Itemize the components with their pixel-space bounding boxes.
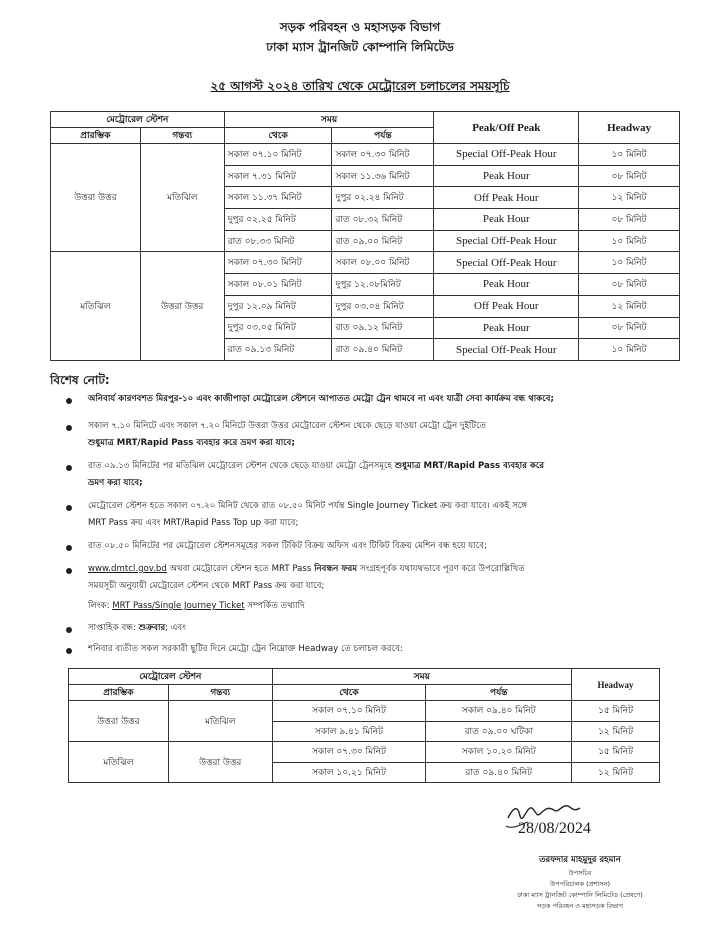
headway-cell: ১০ মিনিট: [579, 230, 680, 252]
origin-header: প্রারম্ভিক: [51, 128, 141, 144]
from-header: থেকে: [272, 685, 426, 701]
note-night-trains: [88, 458, 680, 492]
bullet-icon: [66, 398, 72, 404]
origin-cell: উত্তরা উত্তর: [51, 144, 141, 252]
from-cell: সকাল ০৭.১০ মিনিট: [224, 144, 332, 166]
to-header: পর্যন্ত: [332, 128, 434, 144]
headway-cell: ০৮ মিনিট: [579, 209, 680, 231]
note-line: MRT Pass ক্রয় এবং MRT/Rapid Pass Top up করা যাবে;: [88, 518, 299, 528]
headway-cell: ১২ মিনিট: [572, 762, 660, 783]
link-suffix: সম্পর্কিত তথ্যাদি: [244, 601, 305, 611]
signatory-name: তরফদার মাহমুদুর রহমান: [539, 855, 621, 865]
note-weekly-off: [88, 620, 680, 637]
from-cell: রাত ০৯.১৩ মিনিট: [224, 339, 332, 361]
to-cell: দুপুর ১২.০৮মিনিট: [332, 274, 434, 296]
note-text-bold: নিবন্ধন ফরম: [314, 564, 358, 574]
signatory-organization: ঢাকা ম্যাস ট্রানজিট কোম্পানি লিমিটেড (প্রেষণে): [517, 891, 643, 899]
bullet-icon: [66, 568, 72, 574]
peak-cell: Peak Hour: [434, 209, 579, 231]
note-text: সাপ্তাহিক বন্ধ:: [88, 623, 139, 633]
peak-cell: Special Off-Peak Hour: [434, 144, 579, 166]
note-line-bold: শুধুমাত্র MRT/Rapid Pass ব্যবহার করে ভ্রমণ করা যাবে;: [88, 438, 295, 448]
destination-cell: মতিঝিল: [140, 144, 224, 252]
headway-cell: ১৫ মিনিট: [572, 742, 660, 763]
from-cell: সকাল ০৭.১০ মিনিট: [272, 701, 426, 722]
note-holiday-headway: শনিবার ব্যতীত সকল সরকারী ছুটির দিনে মেট্রো ট্রেন নিম্নোক্ত Headway তে চলাচল করবে:: [88, 644, 403, 654]
peak-cell: Off Peak Hour: [434, 187, 579, 209]
table-row: [69, 701, 660, 722]
to-cell: রাত ০৮.৩২ মিনিট: [332, 209, 434, 231]
to-cell: দুপুর ০২.২৪ মিনিট: [332, 187, 434, 209]
station-header: মেট্রোরেল স্টেশন: [69, 669, 273, 685]
origin-header: প্রারম্ভিক: [69, 685, 169, 701]
peak-cell: Peak Hour: [434, 274, 579, 296]
signature-date: 28/08/2024: [518, 820, 591, 837]
to-cell: রাত ০৯.০০ ঘটিকা: [426, 721, 572, 742]
note-text: ; এবং: [165, 623, 186, 633]
dmtcl-website-link[interactable]: www.dmtcl.gov.bd: [88, 564, 167, 574]
from-cell: দুপুর ১২.০৯ মিনিট: [224, 295, 332, 317]
peak-cell: Peak Hour: [434, 165, 579, 187]
headway-cell: ০৮ মিনিট: [579, 165, 680, 187]
special-notes-title: বিশেষ নোট:: [50, 373, 110, 387]
destination-header: গন্তব্য: [168, 685, 272, 701]
headway-cell: ০৮ মিনিট: [579, 317, 680, 339]
station-header: মেট্রোরেল স্টেশন: [51, 112, 225, 128]
mrt-pass-info-link[interactable]: MRT Pass/Single Journey Ticket: [112, 601, 245, 611]
from-cell: সকাল ০৭.৩০ মিনিট: [272, 742, 426, 763]
note-line-bold: ভ্রমণ করা যাবে;: [88, 478, 143, 488]
headway-header: Headway: [579, 112, 680, 144]
from-header: থেকে: [224, 128, 332, 144]
from-cell: দুপুর ০২.২৫ মিনিট: [224, 209, 332, 231]
headway-cell: ১২ মিনিট: [579, 295, 680, 317]
from-cell: দুপুর ০৩.০৫ মিনিট: [224, 317, 332, 339]
peak-cell: Peak Hour: [434, 317, 579, 339]
to-cell: সকাল ১১.৩৬ মিনিট: [332, 165, 434, 187]
destination-cell: উত্তরা উত্তর: [140, 252, 224, 360]
to-cell: রাত ০৯.৪০ মিনিট: [426, 762, 572, 783]
note-text: রাত ০৯.১৩ মিনিটের পর মতিঝিল মেট্রোরেল স্টেশন থেকে ছেড়ে যাওয়া মেট্রো ট্রেনসমূহে: [88, 461, 393, 471]
to-cell: সকাল ০৮.০০ মিনিট: [332, 252, 434, 274]
table-row: [51, 252, 680, 274]
from-cell: সকাল ০৭.৩০ মিনিট: [224, 252, 332, 274]
signatory-position: উপপরিচালক (প্রশাসন): [549, 880, 610, 888]
link-prefix: লিংক:: [88, 601, 113, 611]
to-cell: সকাল ০৯.৪০ মিনিট: [426, 701, 572, 722]
bullet-icon: [66, 648, 72, 654]
to-cell: রাত ০৯.১২ মিনিট: [332, 317, 434, 339]
to-cell: দুপুর ০৩.০৪ মিনিট: [332, 295, 434, 317]
signatory-title: উপসচিব: [568, 869, 592, 877]
note-line: সময়সূচী অনুযায়ী মেট্রোরেল স্টেশন থেকে MRT Pass ক্রয় করা যাবে;: [88, 581, 325, 591]
note-text: সংগ্রহপূর্বক যথাযথভাবে পূরণ করে উপরোল্লিখিত: [357, 564, 525, 574]
table-row: [51, 144, 680, 166]
note-link-row: [88, 598, 680, 615]
origin-cell: মতিঝিল: [51, 252, 141, 360]
from-cell: সকাল ৯.৪১ মিনিট: [272, 721, 426, 742]
headway-cell: ১০ মিনিট: [579, 339, 680, 361]
table-row: [69, 742, 660, 763]
from-cell: সকাল ৭.৩১ মিনিট: [224, 165, 332, 187]
to-cell: সকাল ০৭.৩০ মিনিট: [332, 144, 434, 166]
destination-cell: মতিঝিল: [168, 701, 272, 742]
to-cell: রাত ০৯.৪০ মিনিট: [332, 339, 434, 361]
holiday-schedule-table: [68, 668, 660, 783]
bullet-icon: [66, 505, 72, 511]
origin-cell: মতিঝিল: [69, 742, 169, 783]
note-line: সকাল ৭.১০ মিনিটে এবং সকাল ৭.২০ মিনিটে উত্তরা উত্তর মেট্রোরেল স্টেশন থেকে ছেড়ে যাওয়া মেট্রো ট্রেন দুইটিতে: [88, 421, 486, 431]
from-cell: সকাল ০৮.০১ মিনিট: [224, 274, 332, 296]
to-header: পর্যন্ত: [426, 685, 572, 701]
weekday-schedule-table: [50, 111, 680, 361]
note-ticket-closure: রাত ০৮.৫০ মিনিটের পর মেট্রোরেল স্টেশনসমূহের সকল টিকিট বিক্রয় অফিস এবং টিকিট বিক্রয় মেশিন বন্ধ হয়ে যাবে;: [88, 541, 487, 551]
headway-cell: ১০ মিনিট: [579, 144, 680, 166]
headway-header: Headway: [572, 669, 660, 701]
peak-header: Peak/Off Peak: [434, 112, 579, 144]
headway-cell: ১৫ মিনিট: [572, 701, 660, 722]
headway-cell: ১২ মিনিট: [579, 187, 680, 209]
headway-cell: ১২ মিনিট: [572, 721, 660, 742]
destination-header: গন্তব্য: [140, 128, 224, 144]
company-heading: ঢাকা ম্যাস ট্রানজিট কোম্পানি লিমিটেড: [266, 40, 454, 54]
peak-cell: Special Off-Peak Hour: [434, 252, 579, 274]
schedule-title: ২৫ আগস্ট ২০২৪ তারিখ থেকে মেট্রোরেল চলাচলের সময়সূচি: [210, 79, 510, 93]
ministry-heading: সড়ক পরিবহন ও মহাসড়ক বিভাগ: [279, 20, 441, 34]
note-mrt-pass: [88, 561, 680, 595]
peak-cell: Special Off-Peak Hour: [434, 339, 579, 361]
headway-cell: ১০ মিনিট: [579, 252, 680, 274]
time-header: সময়: [224, 112, 434, 128]
peak-cell: Off Peak Hour: [434, 295, 579, 317]
to-cell: সকাল ১০.২০ মিনিট: [426, 742, 572, 763]
bullet-icon: [66, 545, 72, 551]
destination-cell: উত্তরা উত্তর: [168, 742, 272, 783]
bullet-icon: [66, 627, 72, 633]
note-text: অথবা মেট্রোরেল স্টেশন হতে MRT Pass: [166, 564, 315, 574]
note-station-closure: অনিবার্য কারণবশত মিরপুর-১০ এবং কাজীপাড়া মেট্রোরেল স্টেশনে আপাতত মেট্রো ট্রেন থামবে না এবং যাত্রী সেবা কার্যক্রম বন্ধ থাকবে;: [88, 394, 554, 404]
note-morning-trains: [88, 418, 680, 452]
note-text-bold: শুধুমাত্র MRT/Rapid Pass ব্যবহার করে: [394, 461, 545, 471]
note-line: মেট্রোরেল স্টেশন হতে সকাল ০৭.২০ মিনিট থেকে রাত ০৮.৫০ মিনিট পর্যন্ত Single Journey Ticket ক্রয় করা যাবে। একই সঙ্গে: [88, 501, 527, 511]
headway-cell: ০৮ মিনিট: [579, 274, 680, 296]
signatory-division: সড়ক পরিবহন ও মহাসড়ক বিভাগ: [536, 902, 624, 910]
peak-cell: Special Off-Peak Hour: [434, 230, 579, 252]
note-text-bold: শুক্রবার: [138, 623, 166, 633]
origin-cell: উত্তরা উত্তর: [69, 701, 169, 742]
from-cell: রাত ০৮.৩৩ মিনিট: [224, 230, 332, 252]
note-ticket-hours: [88, 498, 680, 532]
bullet-icon: [66, 465, 72, 471]
from-cell: সকাল ১০.২১ মিনিট: [272, 762, 426, 783]
from-cell: সকাল ১১.৩৭ মিনিট: [224, 187, 332, 209]
bullet-icon: [66, 425, 72, 431]
time-header: সময়: [272, 669, 572, 685]
to-cell: রাত ০৯.০০ মিনিট: [332, 230, 434, 252]
